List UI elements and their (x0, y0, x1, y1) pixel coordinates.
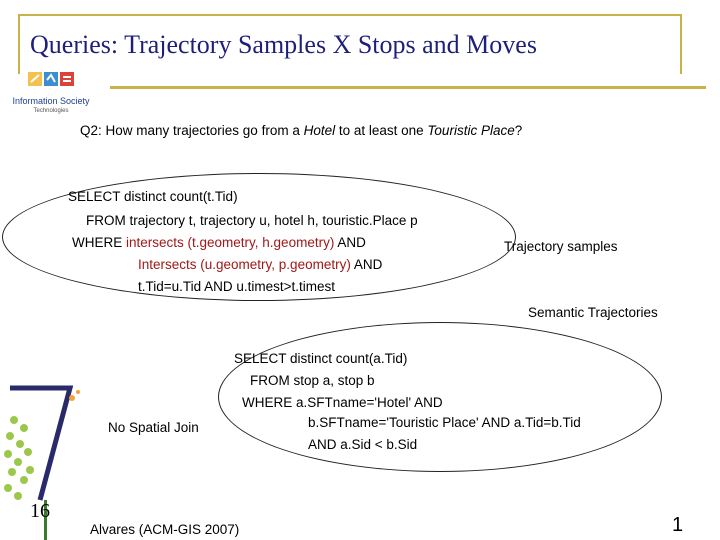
query1-line2: FROM trajectory t, trajectory u, hotel h, touristic.Place p (86, 213, 418, 228)
frame-right-rule (680, 14, 682, 74)
footer-citation: Alvares (ACM-GIS 2007) (90, 522, 240, 537)
query1-intersect-place: Intersects (u.geometry, p.geometry) (138, 257, 351, 272)
query1-and: AND (334, 235, 366, 250)
question-touristic: Touristic Place (427, 123, 515, 138)
frame-top-rule (18, 14, 682, 16)
no-spatial-join-label: No Spatial Join (108, 420, 199, 435)
seventh-framework-logo (0, 380, 90, 510)
query2-line1: SELECT distinct count(a.Tid) (234, 351, 408, 366)
query1-intersect-hotel: intersects (t.geometry, h.geometry) (126, 235, 335, 250)
title-underline (110, 86, 706, 89)
question-middle: to at least one (335, 123, 428, 138)
question-suffix: ? (514, 123, 523, 138)
frame-left-rule (18, 14, 20, 74)
trajectory-samples-label: Trajectory samples (504, 239, 618, 254)
query2-line5: AND a.Sid < b.Sid (308, 437, 418, 452)
logo-sub: Technologies (33, 108, 69, 114)
query1-and2: AND (350, 257, 383, 272)
page-number: 16 (30, 500, 50, 522)
query2-line2: FROM stop a, stop b (250, 373, 375, 388)
logo-name: Information Society (12, 96, 90, 106)
query2-line3: WHERE a.SFTname='Hotel' AND (242, 395, 443, 410)
query1-line3 (72, 232, 366, 253)
semantic-trajectories-label: Semantic Trajectories (528, 305, 658, 320)
slide-title: Queries: Trajectory Samples X Stops and Moves (30, 30, 537, 59)
query1-line5: t.Tid=u.Tid AND u.timest>t.timest (138, 279, 336, 294)
question-text (80, 122, 620, 140)
query1-where: WHERE (72, 235, 126, 250)
question-hotel: Hotel (303, 123, 336, 138)
query2-line4: b.SFTname='Touristic Place' AND a.Tid=b.Tid (308, 415, 581, 430)
question-prefix: Q2: How many trajectories go from a (80, 123, 304, 138)
query1-line1: SELECT distinct count(t.Tid) (68, 189, 238, 204)
query1-line4 (138, 254, 382, 275)
logo-text (8, 96, 94, 116)
corner-number: 1 (672, 514, 684, 536)
